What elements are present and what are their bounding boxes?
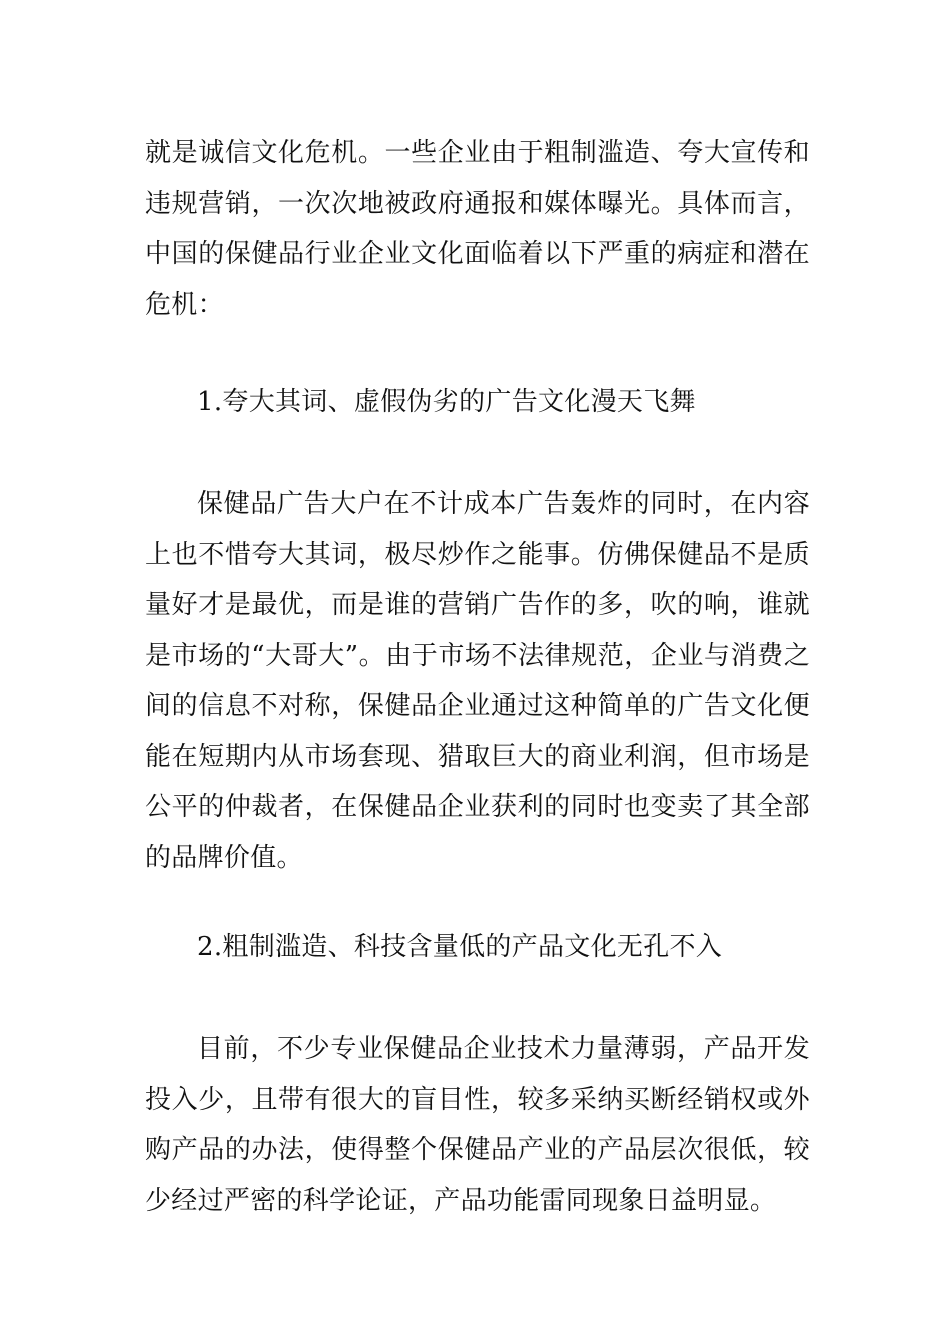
- section-2-heading: 2.粗制滥造、科技含量低的产品文化无孔不入: [197, 932, 723, 962]
- intro-paragraph: 就是诚信文化危机。一些企业由于粗制滥造、夸大宣传和违规营销，一次次地被政府通报和媒体曝光。具体而言，中国的保健品行业企业文化面临着以下严重的病症和潜在危机：: [145, 138, 810, 320]
- section-2-paragraph: 目前，不少专业保健品企业技术力量薄弱，产品开发投入少，且带有很大的盲目性，较多采纳买断经销权或外购产品的办法，使得整个保健品产业的产品层次很低，较少经过严密的科学论证，产品功能雷同现象日益明显。: [145, 1034, 810, 1216]
- section-1-paragraph: 保健品广告大户在不计成本广告轰炸的同时，在内容上也不惜夸大其词，极尽炒作之能事。仿佛保健品不是质量好才是最优，而是谁的营销广告作的多，吹的响，谁就是市场的“大哥大”。由于市场不法律规范，企业与消费之间的信息不对称，保健品企业通过这种简单的广告文化便能在短期内从市场套现、猎取巨大的商业利润，但市场是公平的仲裁者，在保健品企业获利的同时也变卖了其全部的品牌价值。: [145, 489, 810, 873]
- section-1-heading: 1.夸大其词、虚假伪劣的广告文化漫天飞舞: [197, 387, 696, 417]
